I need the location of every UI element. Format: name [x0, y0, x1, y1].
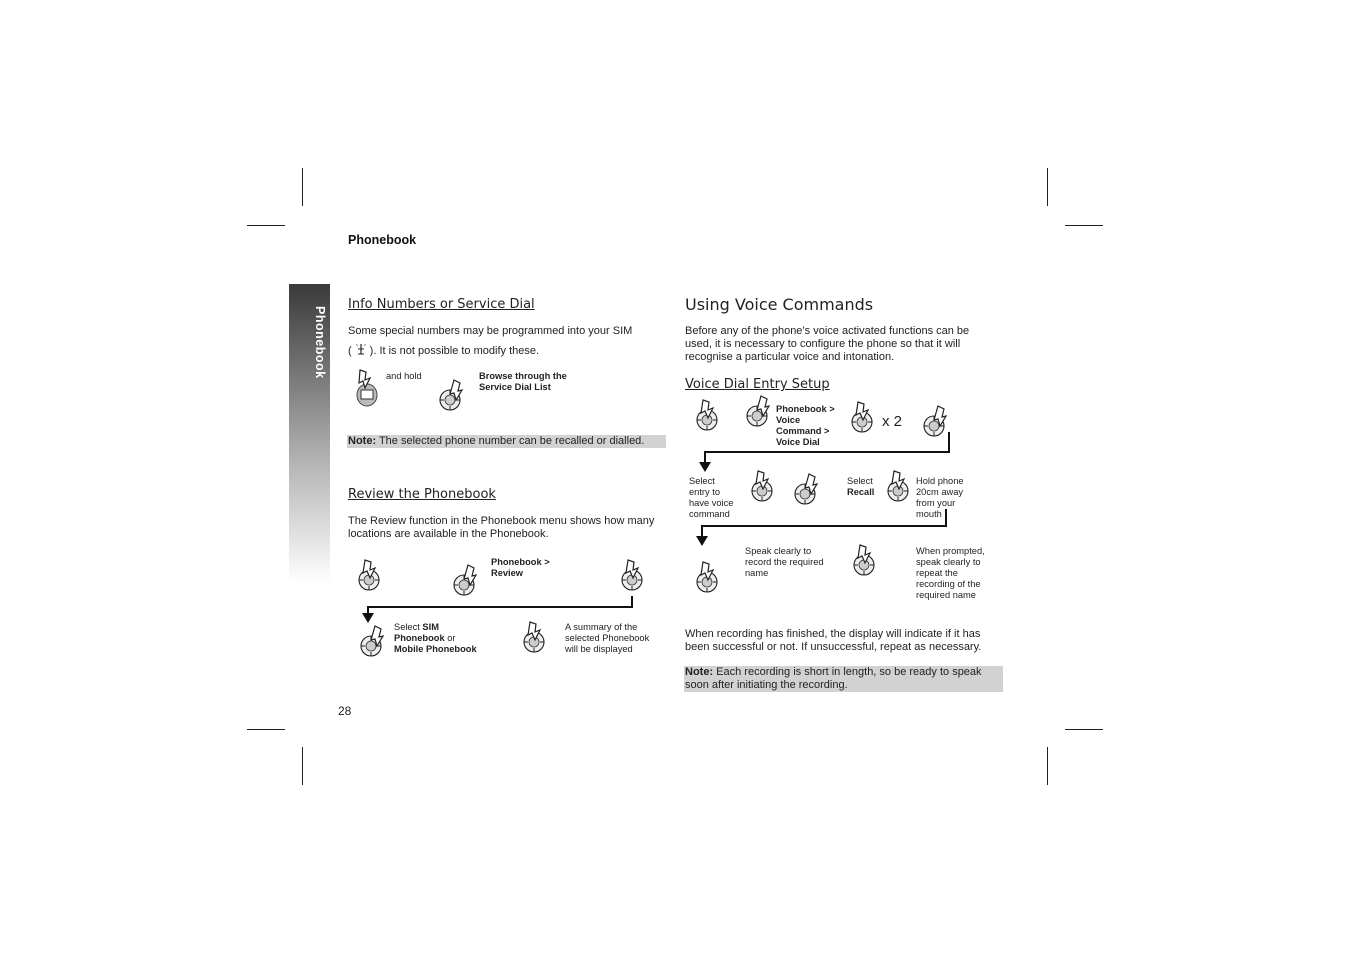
review-title: Review the Phonebook — [348, 487, 496, 502]
recording-finished-text: When recording has finished, the display will indicate if it has been successful or not. If unsuccessful, repeat as necessary. — [685, 628, 982, 653]
side-tab-label: Phonebook — [313, 306, 327, 379]
browse-label: Browse through the Service Dial List — [479, 371, 567, 392]
select-recall-instruction: Select Recall — [847, 476, 875, 497]
page-header: Phonebook — [348, 233, 417, 247]
hold-key-icon — [354, 368, 380, 408]
voice-note: Note: Each recording is short in length, so be ready to speak soon after initiating the recording. — [684, 666, 1003, 692]
speak-clearly-instruction: Speak clearly to record the required name — [745, 546, 824, 578]
navigation-key-icon — [359, 624, 385, 664]
flow-arrow — [696, 536, 708, 546]
select-entry-instruction: Select entry to have voice command — [689, 476, 734, 519]
navigation-key-icon — [750, 469, 776, 509]
navigation-key-icon — [745, 394, 771, 434]
navigation-key-icon — [522, 620, 548, 660]
info-note: Note: The selected phone number can be recalled or dialled. — [347, 435, 666, 448]
info-numbers-title: Info Numbers or Service Dial — [348, 297, 535, 312]
repeat-count: x 2 — [882, 413, 903, 430]
voice-menu-path: Phonebook > Voice Command > Voice Dial — [776, 404, 835, 447]
crop-mark — [247, 225, 285, 226]
sim-icon — [353, 342, 369, 356]
crop-mark — [247, 729, 285, 730]
voice-intro: Before any of the phone’s voice activated functions can be used, it is necessary to configure the phone so that it will recognise a particular voice and intonation. — [685, 325, 970, 363]
navigation-key-icon — [852, 543, 878, 583]
flow-connector — [704, 451, 950, 453]
crop-mark — [1047, 168, 1048, 206]
flow-connector — [367, 606, 633, 608]
and-hold-label: and hold — [386, 371, 422, 381]
review-body: The Review function in the Phonebook menu shows how many locations are available in the Phonebook. — [348, 515, 655, 540]
page-number: 28 — [338, 704, 352, 718]
navigation-key-icon — [922, 404, 948, 444]
crop-mark — [1065, 225, 1103, 226]
voice-commands-title: Using Voice Commands — [685, 295, 874, 314]
navigation-key-icon — [620, 558, 646, 598]
crop-mark — [1065, 729, 1103, 730]
navigation-key-icon — [695, 398, 721, 438]
info-body-line2: ( ). It is not possible to modify these. — [348, 342, 539, 358]
voice-dial-setup-title: Voice Dial Entry Setup — [685, 377, 830, 392]
navigation-key-icon — [357, 558, 383, 598]
crop-mark — [302, 168, 303, 206]
hold-phone-instruction: Hold phone 20cm away from your mouth — [916, 476, 964, 519]
crop-mark — [1047, 747, 1048, 785]
when-prompted-instruction: When prompted, speak clearly to repeat the recording of the required name — [916, 546, 985, 600]
navigation-key-icon — [438, 378, 464, 418]
info-body-line1: Some special numbers may be programmed into your SIM — [348, 325, 633, 337]
flow-connector — [701, 525, 947, 527]
crop-mark — [302, 747, 303, 785]
navigation-key-icon — [452, 563, 478, 603]
navigation-key-icon — [886, 469, 912, 509]
navigation-key-icon — [695, 560, 721, 600]
select-sim-instruction: Select SIM Phonebook or Mobile Phonebook — [394, 622, 477, 654]
flow-arrow — [362, 613, 374, 623]
navigation-key-icon — [793, 472, 819, 512]
review-menu-path: Phonebook > Review — [491, 557, 550, 578]
summary-instruction: A summary of the selected Phonebook will be displayed — [565, 622, 650, 654]
flow-arrow — [699, 462, 711, 472]
flow-connector — [948, 432, 950, 453]
navigation-key-icon — [850, 400, 876, 440]
